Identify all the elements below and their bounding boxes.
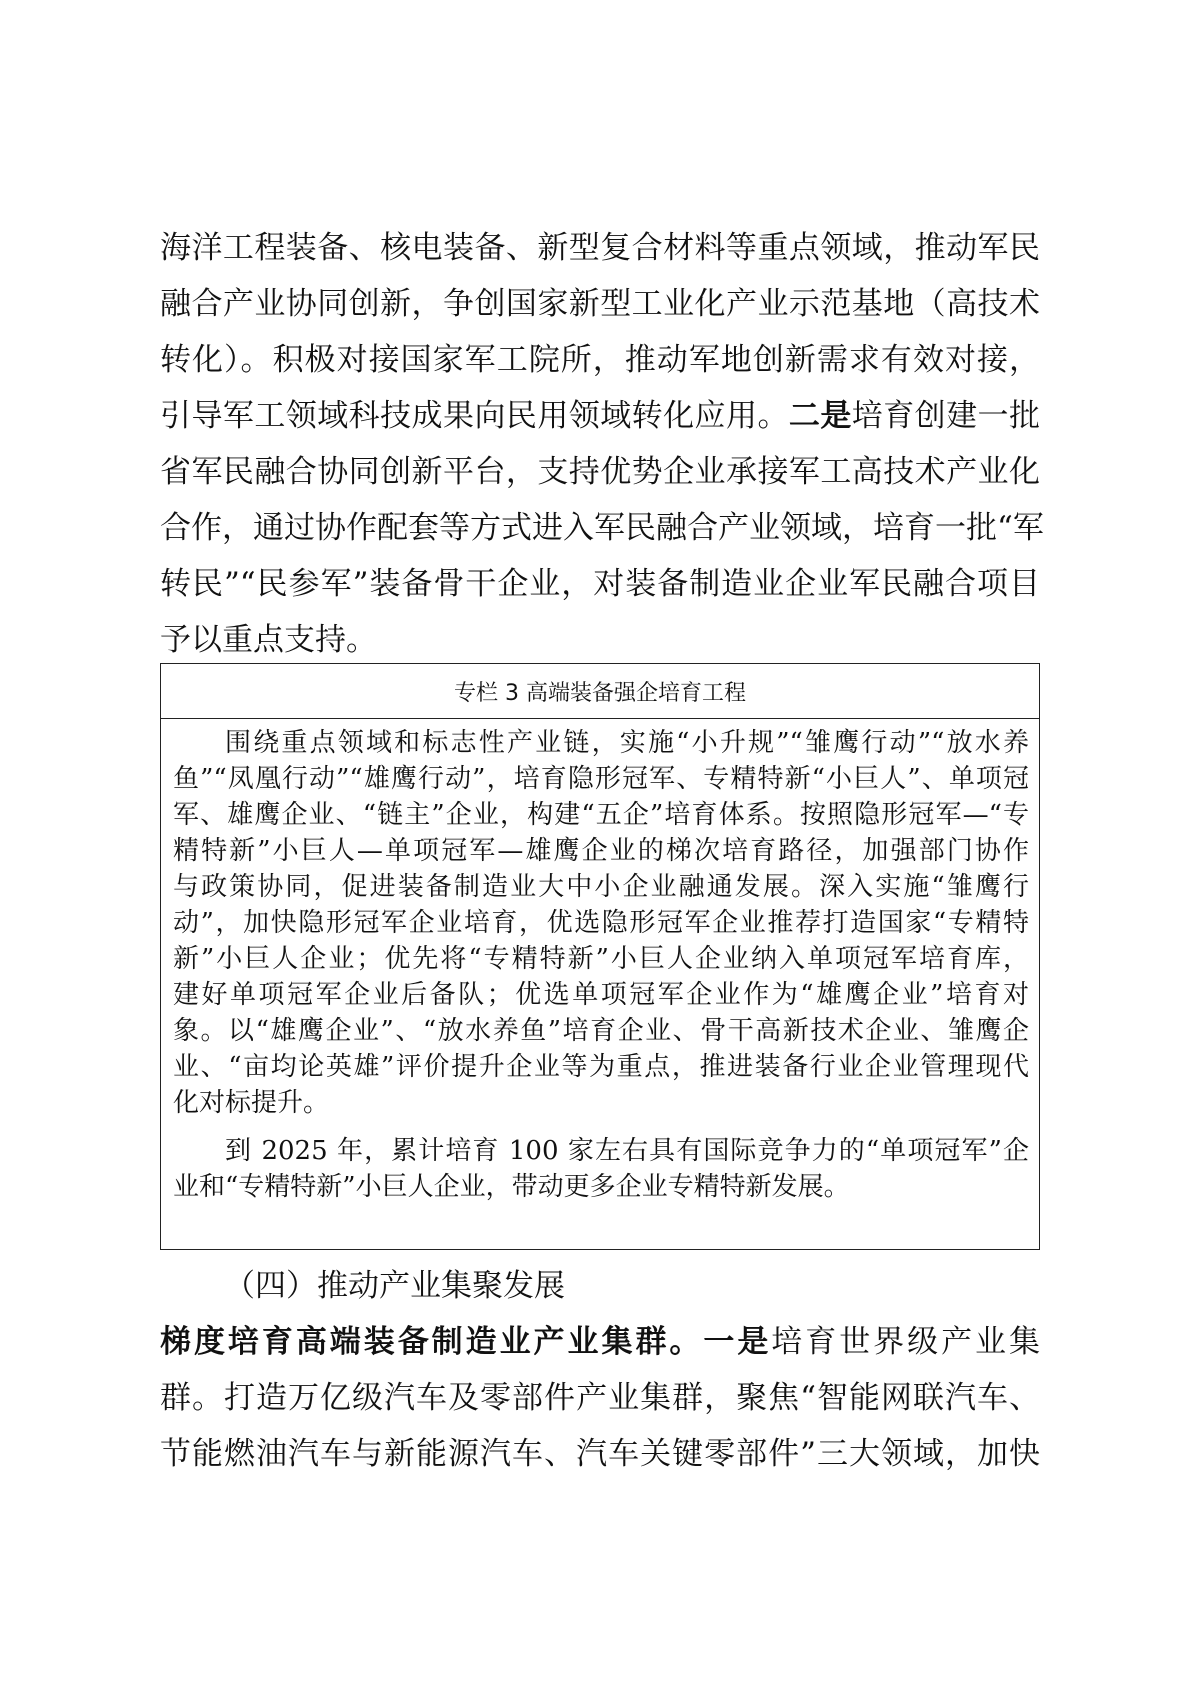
body-line: 海洋工程装备、核电装备、新型复合材料等重点领域，推动军民	[160, 230, 1040, 266]
sidebar-box	[160, 663, 1040, 1250]
body-line: 予以重点支持。	[160, 622, 377, 658]
body-line: 省军民融合协同创新平台，支持优势企业承接军工高技术产业化	[160, 454, 1040, 490]
body-line: 转化）。积极对接国家军工院所，推动军地创新需求有效对接，	[160, 342, 1040, 378]
body-line	[160, 1322, 1040, 1362]
box-line: 精特新”小巨人—单项冠军—雄鹰企业的梯次培育路径，加强部门协作	[173, 836, 1029, 866]
box-line: 业、“亩均论英雄”评价提升企业等为重点，推进装备行业企业管理现代	[173, 1052, 1029, 1082]
body-text: 引导军工领域科技成果向民用领域转化应用。	[160, 398, 789, 434]
box-line: 军、雄鹰企业、“链主”企业，构建“五企”培育体系。按照隐形冠军—“专	[173, 800, 1029, 830]
body-line: 合作，通过协作配套等方式进入军民融合产业领域，培育一批“军	[160, 510, 1044, 546]
box-line: 到 2025 年，累计培育 100 家左右具有国际竞争力的“单项冠军”企	[225, 1136, 1029, 1166]
box-line: 化对标提升。	[173, 1088, 330, 1118]
body-text: 培育创建一批	[851, 398, 1041, 434]
body-line: 转民”“民参军”装备骨干企业，对装备制造业企业军民融合项目	[160, 566, 1040, 602]
bold-lead: 一是	[703, 1324, 772, 1360]
bold-lead: 梯度培育高端装备制造业产业集群。	[160, 1324, 704, 1360]
box-line: 动”，加快隐形冠军企业培育，优选隐形冠军企业推荐打造国家“专精特	[173, 908, 1029, 938]
box-line: 与政策协同，促进装备制造业大中小企业融通发展。深入实施“雏鹰行	[173, 872, 1029, 902]
body-text: 培育世界级产业集	[771, 1324, 1041, 1360]
box-line: 业和“专精特新”小巨人企业，带动更多企业专精特新发展。	[173, 1172, 850, 1202]
box-line: 围绕重点领域和标志性产业链，实施“小升规”“雏鹰行动”“放水养	[225, 728, 1029, 758]
bold-lead: 二是	[788, 398, 852, 434]
box-line: 象。以“雄鹰企业”、“放水养鱼”培育企业、骨干高新技术企业、雏鹰企	[173, 1016, 1029, 1046]
box-title: 专栏 3 高端装备强企培育工程	[161, 664, 1039, 719]
body-line: 节能燃油汽车与新能源汽车、汽车关键零部件”三大领域，加快	[160, 1436, 1040, 1472]
box-line: 新”小巨人企业；优先将“专精特新”小巨人企业纳入单项冠军培育库，	[173, 944, 1029, 974]
section-heading: （四）推动产业集聚发展	[224, 1268, 565, 1304]
body-line: 群。打造万亿级汽车及零部件产业集群，聚焦“智能网联汽车、	[160, 1380, 1040, 1416]
box-line: 建好单项冠军企业后备队；优选单项冠军企业作为“雄鹰企业”培育对	[173, 980, 1029, 1010]
body-line: 融合产业协同创新，争创国家新型工业化产业示范基地（高技术	[160, 286, 1040, 322]
box-line: 鱼”“凤凰行动”“雄鹰行动”，培育隐形冠军、专精特新“小巨人”、单项冠	[173, 764, 1029, 794]
body-line	[160, 396, 1040, 436]
